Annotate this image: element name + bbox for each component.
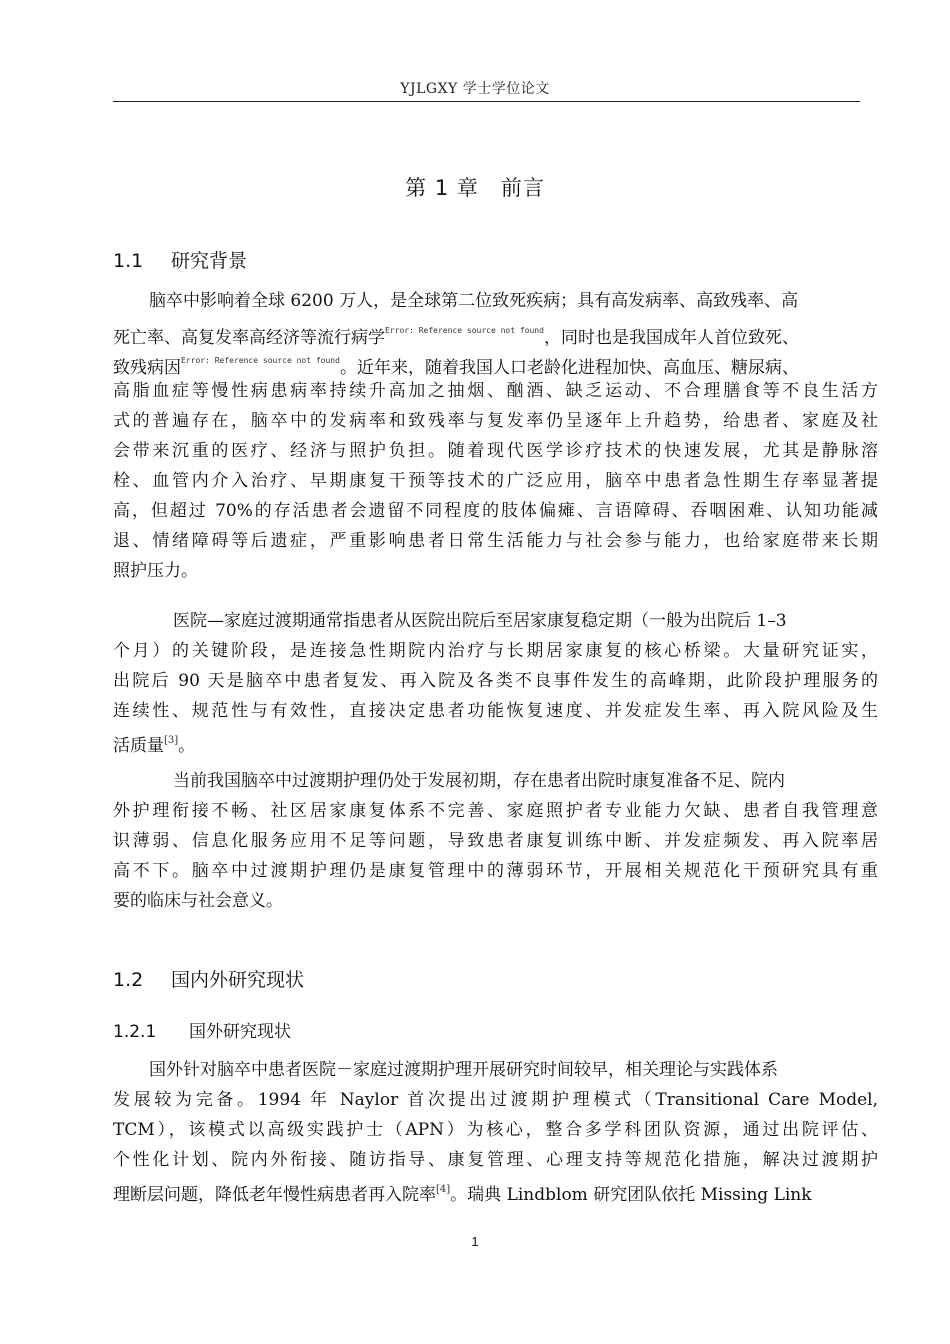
- section-heading-1-1: [113, 246, 247, 273]
- text-line: 会带来沉重的医疗、经济与照护负担。随着现代医学诊疗技术的快速发展，尤其是静脉溶: [113, 441, 878, 461]
- running-header: YJLGXY 学士学位论文: [400, 81, 550, 97]
- subsection-heading-1-2-1: [113, 1017, 291, 1042]
- text-run: 理断层问题，降低老年慢性病患者再入院率: [113, 1185, 436, 1205]
- text-line: 当前我国脑卒中过渡期护理仍处于发展初期，存在患者出院时康复准备不足、院内: [173, 771, 785, 791]
- text-run: ，同时也是我国成年人首位致死、: [543, 328, 799, 346]
- text-line: 退、情绪障碍等后遗症，严重影响患者日常生活能力与社会参与能力，也给家庭带来长期: [113, 531, 878, 551]
- reference-error: Error: Reference source not found: [181, 356, 340, 365]
- text-line: [113, 316, 878, 346]
- paragraph-background-1: [113, 286, 878, 586]
- section-number: 1.1: [113, 250, 144, 272]
- text-line: [113, 346, 878, 376]
- text-run: 活质量: [113, 736, 164, 756]
- text-line: 栓、血管内介入治疗、早期康复干预等技术的广泛应用，脑卒中患者急性期生存率显著提: [113, 471, 878, 491]
- text-line: 国外针对脑卒中患者医院－家庭过渡期护理开展研究时间较早，相关理论与实践体系: [149, 1060, 778, 1080]
- text-run: 死亡率、高复发率高经济等流行病学: [113, 328, 385, 346]
- paragraph-background-3: [113, 766, 878, 916]
- text-line: TCM），该模式以高级实践护士（APN）为核心，整合多学科团队资源，通过出院评估、: [113, 1120, 878, 1140]
- page-number: 1: [471, 1234, 479, 1249]
- text-run: 。: [178, 736, 196, 756]
- text-line: 式的普遍存在，脑卒中的发病率和致残率与复发率仍呈逐年上升趋势，给患者、家庭及社: [113, 411, 878, 431]
- text-run: 。近年来，随着我国人口老龄化进程加快、高血压、糖尿病、: [339, 358, 799, 376]
- text-line: 外护理衔接不畅、社区居家康复体系不完善、家庭照护者专业能力欠缺、患者自我管理意: [113, 801, 878, 821]
- text-line: 照护压力。: [113, 561, 198, 581]
- text-line: 医院—家庭过渡期通常指患者从医院出院后至居家康复稳定期（一般为出院后 1–3: [173, 611, 787, 631]
- text-line: 脑卒中影响着全球 6200 万人，是全球第二位致死疾病；具有高发病率、高致残率、高: [149, 291, 799, 311]
- text-run: 。瑞典 Lindblom 研究团队依托 Missing Link: [450, 1185, 812, 1205]
- subsection-title: 国外研究现状: [189, 1022, 291, 1042]
- text-line: 高，但超过 70%的存活患者会遗留不同程度的肢体偏瘫、言语障碍、吞咽困难、认知功能减: [113, 501, 878, 521]
- text-line: 高脂血症等慢性病患病率持续升高加之抽烟、酗酒、缺乏运动、不合理膳食等不良生活方: [113, 381, 878, 401]
- section-heading-1-2: [113, 965, 304, 992]
- text-run: 致残病因: [113, 358, 181, 376]
- text-line: 个月）的关键阶段，是连接急性期院内治疗与长期居家康复的核心桥梁。大量研究证实，: [113, 641, 878, 661]
- text-line: 发展较为完备。1994 年 Naylor 首次提出过渡期护理模式（Transitional Care Model,: [113, 1090, 878, 1110]
- section-title: 研究背景: [171, 250, 248, 272]
- reference-error: Error: Reference source not found: [385, 326, 544, 335]
- text-line: 连续性、规范性与有效性，直接决定患者功能恢复速度、并发症发生率、再入院风险及生: [113, 701, 878, 721]
- text-line: 个性化计划、院内外衔接、随访指导、康复管理、心理支持等规范化措施，解决过渡期护: [113, 1150, 878, 1170]
- section-number: 1.2: [113, 969, 144, 991]
- paragraph-background-2: [113, 606, 878, 756]
- citation: [3]: [164, 735, 179, 746]
- subsection-number: 1.2.1: [113, 1022, 157, 1042]
- text-line: 出院后 90 天是脑卒中患者复发、再入院及各类不良事件发生的高峰期，此阶段护理服务的: [113, 671, 878, 691]
- text-line: [113, 1175, 878, 1205]
- citation: [4]: [436, 1184, 451, 1195]
- text-line: 识薄弱、信息化服务应用不足等问题，导致患者康复训练中断、并发症频发、再入院率居: [113, 831, 878, 851]
- text-line: 要的临床与社会意义。: [113, 891, 283, 911]
- text-line: [113, 726, 878, 756]
- text-line: 高不下。脑卒中过渡期护理仍是康复管理中的薄弱环节，开展相关规范化干预研究具有重: [113, 861, 878, 881]
- chapter-title: 第 1 章 前言: [405, 176, 545, 200]
- paragraph-foreign-research: [113, 1055, 878, 1205]
- header-rule: [113, 101, 860, 102]
- section-title: 国内外研究现状: [171, 969, 305, 991]
